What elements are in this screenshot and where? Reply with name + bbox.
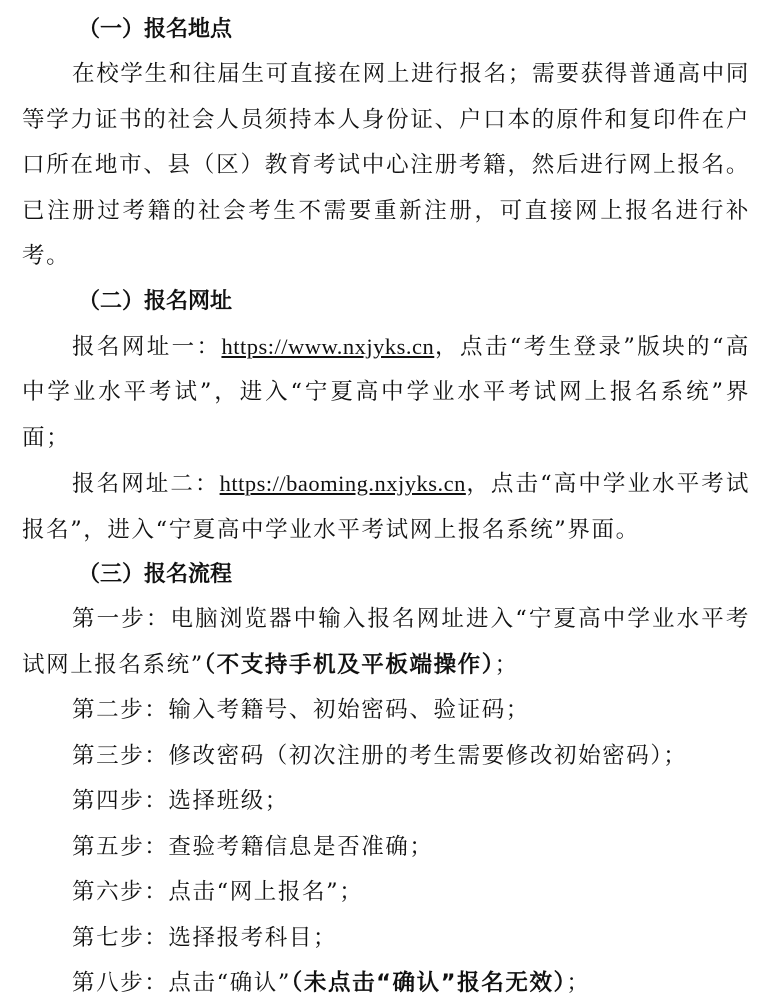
section-heading-website: （二）报名网址 (78, 288, 233, 314)
website-2-prefix: 报名网址二： (72, 471, 220, 497)
step-1-text: 第一步：电脑浏览器中输入报名网址进入“宁夏高中学业水平考试网上报名系统” (22, 606, 750, 678)
step-8-text: 第八步：点击“确认” (72, 970, 292, 996)
website-1-paragraph (22, 324, 750, 462)
website-1-prefix: 报名网址一： (72, 333, 222, 360)
step-1-end: ； (494, 651, 519, 678)
website-2-suffix: ，点击“高中学业水平考试报名”，进入“宁夏高中学业水平考试网上报名系统”界面。 (22, 471, 751, 543)
website-2-link[interactable]: https://baoming.nxjyks.cn (219, 471, 466, 496)
step-4: 第四步：选择班级； (72, 788, 289, 814)
step-6: 第六步：点击“网上报名”； (72, 879, 364, 905)
step-2: 第二步：输入考籍号、初始密码、验证码； (72, 697, 530, 723)
section-heading-location: （一）报名地点 (78, 17, 233, 42)
step-3: 第三步：修改密码（初次注册的考生需要修改初始密码）； (72, 742, 688, 769)
document (22, 8, 750, 1007)
step-8-note: （未点击“确认”报名无效） (291, 970, 567, 996)
step-7: 第七步：选择报考科目； (72, 924, 338, 951)
step-5: 第五步：查验考籍信息是否准确； (72, 833, 434, 860)
website-2-paragraph (22, 461, 750, 553)
section-heading-process: （三）报名流程 (78, 562, 233, 587)
website-1-link[interactable]: https://www.nxjyks.cn (221, 333, 435, 359)
step-1 (22, 597, 750, 688)
location-paragraph: 在校学生和往届生可直接在网上进行报名；需要获得普通高中同等学力证书的社会人员须持本人身份证、户口本的原件和复印件在户口所在地市、县（区）教育考试中心注册考籍，然后进行网上报名。已注册过考籍的社会考生不需要重新注册，可直接网上报名进行补考。 (22, 61, 750, 269)
step-1-note: （不支持手机及平板端操作） (203, 651, 495, 678)
step-8-end: ； (566, 970, 591, 996)
website-1-suffix: ，点击“考生登录”版块的“高中学业水平考试”，进入“宁夏高中学业水平考试网上报名系统”界面； (22, 333, 750, 451)
